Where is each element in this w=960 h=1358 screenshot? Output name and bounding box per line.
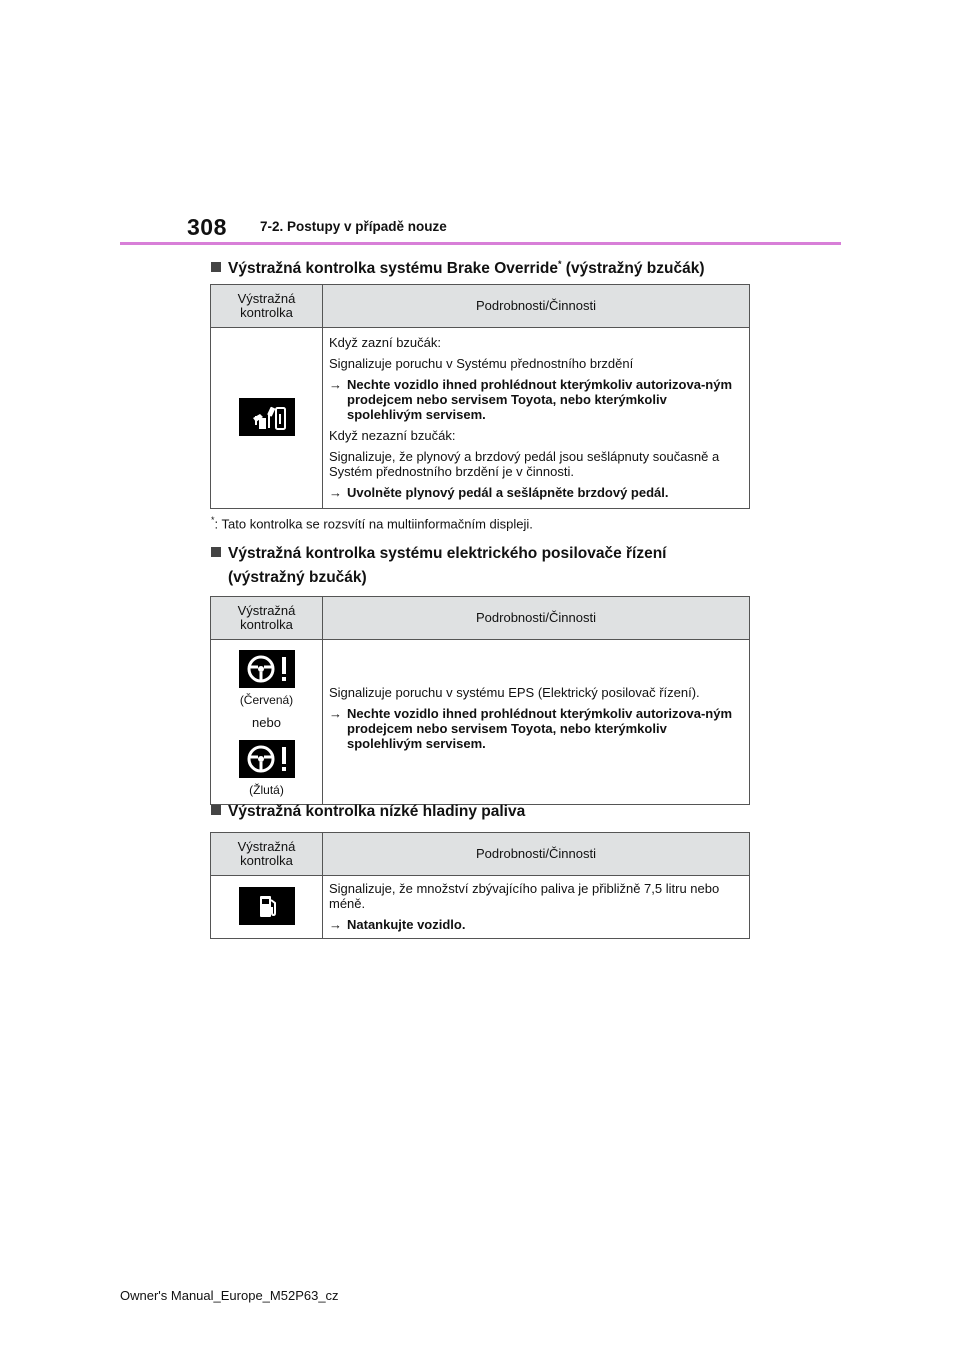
- table-header-details: Podrobnosti/Činnosti: [323, 833, 750, 876]
- fuel-table: [210, 832, 750, 939]
- description: Signalizuje poruchu v systému EPS (Elektrický posilovač řízení).: [329, 685, 700, 700]
- steering-warning-icon: [239, 650, 295, 688]
- brake-override-icon: [239, 398, 295, 436]
- fuel-pump-icon: [239, 887, 295, 925]
- table-header-lamp: Výstražná kontrolka: [211, 597, 323, 640]
- action-text: → Nechte vozidlo ihned prohlédnout kterýmkoliv autorizova-ným prodejcem nebo servisem Toyota, nebo kterýmkoliv spolehlivým servisem.: [329, 706, 732, 751]
- chapter-title: 7-2. Postupy v případě nouze: [260, 219, 447, 234]
- action-text: → Nechte vozidlo ihned prohlédnout kterýmkoliv autorizova-ným prodejcem nebo servisem Toyota, nebo kterýmkoliv spolehlivým servisem.: [329, 376, 732, 422]
- table-header-lamp: Výstražná kontrolka: [211, 833, 323, 876]
- action-text: → Uvolněte plynový pedál a sešlápněte brzdový pedál.: [329, 484, 669, 500]
- header-rule: [120, 242, 841, 245]
- section-heading-fuel: Výstražná kontrolka nízké hladiny paliva: [211, 800, 525, 824]
- table-header-details: Podrobnosti/Činnosti: [323, 597, 750, 640]
- description: Signalizuje, že množství zbývajícího paliva je přibližně 7,5 litru nebo méně.: [329, 880, 720, 911]
- table-header-lamp: Výstražná kontrolka: [211, 285, 323, 328]
- section-heading-brake-override: Výstražná kontrolka systému Brake Override* (výstražný bzučák): [211, 252, 704, 281]
- page-number: 308: [187, 214, 227, 240]
- description: Signalizuje, že plynový a brzdový pedál jsou sešlápnuty současně a Systém přednostního brzdění je v činnosti.: [329, 448, 720, 479]
- label-red: (Červená): [239, 692, 294, 707]
- label-yellow: (Žlutá): [249, 782, 284, 797]
- square-bullet-icon: [211, 547, 221, 557]
- condition-no-buzzer: Když nezazní bzučák:: [329, 427, 456, 443]
- condition-buzzer: Když zazní bzučák:: [329, 334, 441, 350]
- section-heading-eps-line2: (výstražný bzučák): [228, 569, 367, 586]
- brake-override-table: [210, 284, 750, 509]
- square-bullet-icon: [211, 805, 221, 815]
- square-bullet-icon: [211, 262, 221, 272]
- or-text: nebo: [252, 714, 281, 730]
- table-header-details: Podrobnosti/Činnosti: [323, 285, 750, 328]
- steering-warning-icon: [239, 740, 295, 778]
- footer-manual-id: Owner's Manual_Europe_M52P63_cz: [120, 1288, 339, 1303]
- description: Signalizuje poruchu v Systému přednostního brzdění: [329, 355, 634, 371]
- eps-table: [210, 596, 750, 805]
- section-heading-eps: Výstražná kontrolka systému elektrického posilovače řízení: [211, 542, 667, 566]
- action-text: → Natankujte vozidlo.: [329, 916, 466, 932]
- footnote: *: Tato kontrolka se rozsvítí na multiinformačním displeji.: [211, 515, 533, 532]
